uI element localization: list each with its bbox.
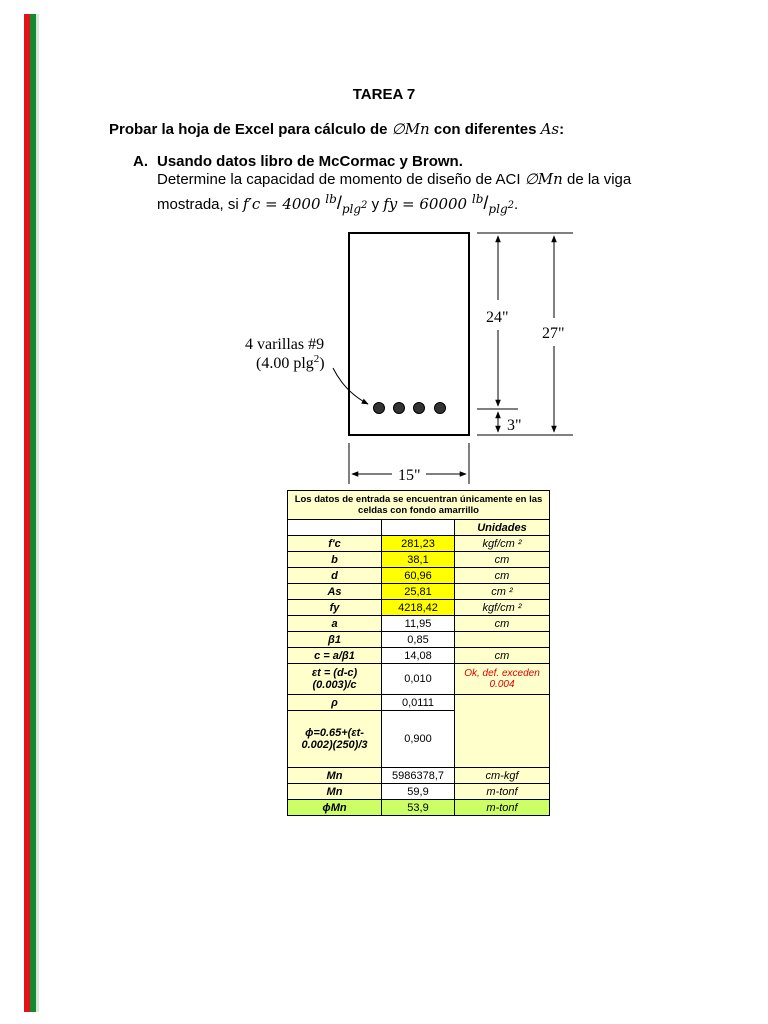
table-row [288, 536, 550, 552]
rebar-2 [394, 403, 405, 414]
rebar-4 [435, 403, 446, 414]
row-unit-d: cm [455, 568, 550, 584]
row-unit-rho-phi [455, 695, 550, 768]
table-row [288, 584, 550, 600]
table-row [288, 552, 550, 568]
table-row [288, 568, 550, 584]
intro-text-after: : [559, 121, 565, 138]
intro-math-phimn: ∅Mn [391, 120, 430, 138]
intro-text-before: Probar la hoja de Excel para cálculo de [109, 121, 392, 138]
row-label-fc: f'c [288, 536, 382, 552]
row-value-c: 14,08 [382, 648, 455, 664]
table-header: Los datos de entrada se encuentran únicamente en las celdas con fondo amarrillo [288, 491, 550, 520]
row-label-mn-kgf: Mn [288, 768, 382, 784]
row-value-rho: 0,0111 [382, 695, 455, 711]
beam-cross-section-figure [0, 0, 768, 490]
row-label-as: As [288, 584, 382, 600]
row-value-epsilon-t: 0,010 [382, 664, 455, 695]
table-header-row [288, 491, 550, 520]
table-row [288, 800, 550, 816]
dim-27-label: 27" [542, 325, 565, 342]
row-label-rho: ρ [288, 695, 382, 711]
rebar-label-exponent: 2 [313, 353, 320, 365]
row-unit-mn-kgf: cm-kgf [455, 768, 550, 784]
line2-text-before: mostrada, si [157, 196, 243, 213]
row-unit-phimn: m-tonf [455, 800, 550, 816]
row-value-fy[interactable]: 4218,42 [382, 600, 455, 616]
empty-cell [288, 520, 382, 536]
row-unit-mn-tonf: m-tonf [455, 784, 550, 800]
line2-text-mid: y [367, 196, 384, 213]
rebar-label-line2-text: (4.00 plg [256, 355, 314, 372]
row-label-c: c = a/β1 [288, 648, 382, 664]
dim-24-label: 24" [486, 309, 509, 326]
row-label-beta1: β1 [288, 632, 382, 648]
row-label-phimn: ϕMn [288, 800, 382, 816]
row-unit-c: cm [455, 648, 550, 664]
section-a-number: A. [133, 153, 148, 170]
dim-15-label: 15" [398, 467, 421, 484]
rebar-leader-arrow [333, 368, 368, 404]
row-value-mn-tonf: 59,9 [382, 784, 455, 800]
table-row [288, 648, 550, 664]
row-label-epsilon-t: εt = (d-c)(0.003)/c [288, 664, 382, 695]
row-label-phi: ϕ=0.65+(εt-0.002)(250)/3 [288, 711, 382, 768]
intro-text-mid: con diferentes [429, 121, 541, 138]
row-value-as[interactable]: 25,81 [382, 584, 455, 600]
row-unit-fc: kgf/cm ² [455, 536, 550, 552]
dim-3-label: 3" [507, 417, 522, 434]
fc-unit-numerator: lb [325, 192, 337, 206]
table-units-row [288, 520, 550, 536]
fy-unit-slash: / [483, 193, 489, 213]
intro-math-as: As [540, 120, 560, 138]
row-value-b[interactable]: 38,1 [382, 552, 455, 568]
line1-text-before: Determine la capacidad de momento de diseño de ACI [157, 171, 525, 188]
row-value-a: 11,95 [382, 616, 455, 632]
row-unit-as: cm ² [455, 584, 550, 600]
table-row [288, 664, 550, 695]
row-value-phimn: 53,9 [382, 800, 455, 816]
row-status-epsilon-t: Ok, def. exceden 0.004 [455, 664, 550, 695]
fc-unit-slash: / [336, 193, 342, 213]
rebar-1 [374, 403, 385, 414]
rebar-label-line2 [256, 353, 325, 372]
fc-unit-denominator-text: plg [341, 202, 362, 216]
row-unit-beta1 [455, 632, 550, 648]
fy-unit-numerator: lb [471, 192, 484, 206]
table-row [288, 695, 550, 711]
table-row [288, 632, 550, 648]
fc-expression: f′c = 4000 [242, 195, 326, 213]
empty-cell [382, 520, 455, 536]
row-label-fy: fy [288, 600, 382, 616]
calculation-table [287, 490, 550, 816]
table-row [288, 784, 550, 800]
row-label-a: a [288, 616, 382, 632]
row-label-mn-tonf: Mn [288, 784, 382, 800]
table-row [288, 616, 550, 632]
rebar-3 [414, 403, 425, 414]
table-row [288, 768, 550, 784]
fy-unit-exponent: 2 [507, 200, 514, 211]
rebar-label-end: ) [319, 355, 325, 372]
fy-expression: fy = 60000 [383, 195, 472, 213]
line1-math-phimn: ∅Mn [524, 170, 563, 188]
row-value-fc[interactable]: 281,23 [382, 536, 455, 552]
row-unit-b: cm [455, 552, 550, 568]
table-row [288, 600, 550, 616]
row-value-phi: 0,900 [382, 711, 455, 768]
row-unit-a: cm [455, 616, 550, 632]
fy-unit-denominator-text: plg [488, 202, 508, 216]
row-label-d: d [288, 568, 382, 584]
section-a-title: Usando datos libro de McCormac y Brown. [157, 153, 463, 170]
row-value-mn-kgf: 5986378,7 [382, 768, 455, 784]
row-unit-fy: kgf/cm ² [455, 600, 550, 616]
beam-section-rect [349, 233, 469, 435]
fc-unit-exponent: 2 [361, 200, 368, 211]
line2-text-end: . [514, 196, 519, 213]
row-value-d[interactable]: 60,96 [382, 568, 455, 584]
rebar-label-line1: 4 varillas #9 [245, 336, 325, 353]
page-title: TAREA 7 [352, 86, 416, 103]
line1-text-after: de la viga [562, 171, 632, 188]
row-label-b: b [288, 552, 382, 568]
units-header: Unidades [455, 520, 550, 536]
row-value-beta1: 0,85 [382, 632, 455, 648]
